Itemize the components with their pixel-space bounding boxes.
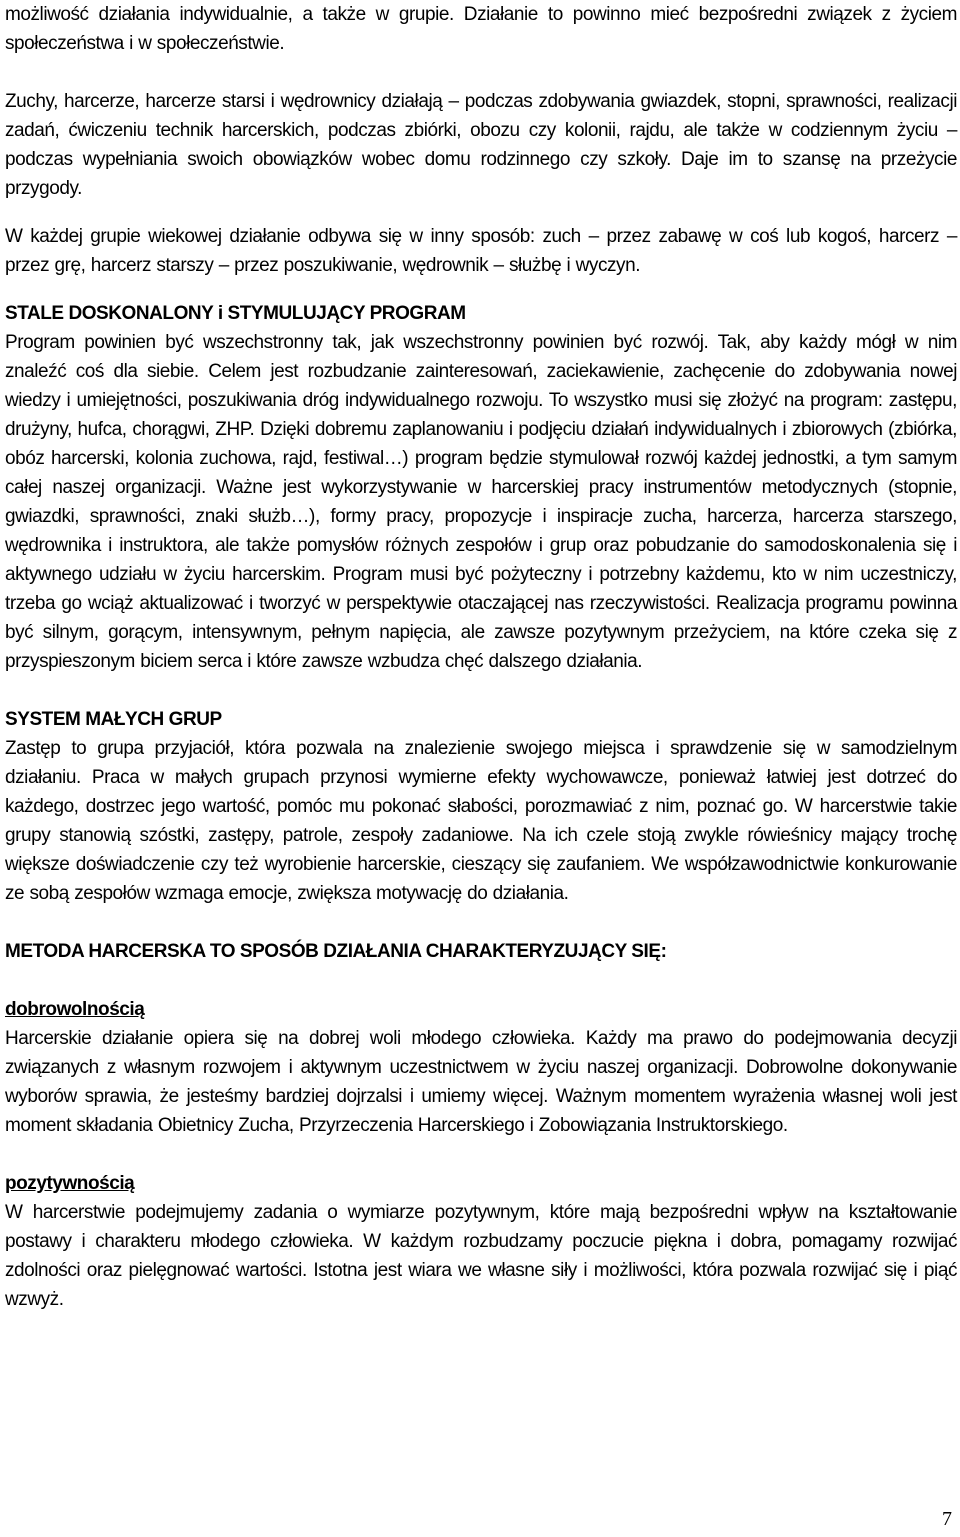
heading-program: STALE DOSKONALONY i STYMULUJĄCY PROGRAM	[5, 303, 466, 324]
heading-small-groups: SYSTEM MAŁYCH GRUP	[5, 709, 222, 730]
paragraph-positivity: W harcerstwie podejmujemy zadania o wymiarze pozytywnym, które mają bezpośredni wpływ na kształtowanie postawy i charakteru młodego człowieka. W każdym rozbudzamy poczucie piękna i dobra, pomagamy rozwijać zdolności oraz pielęgnować wartości. Istotna jest wiara we własne siły i możliwości, która pozwala rozwijać się i piąć wzwyż.	[5, 1202, 957, 1310]
heading-scout-method: METODA HARCERSKA TO SPOSÓB DZIAŁANIA CHARAKTERYZUJĄCY SIĘ:	[5, 941, 667, 962]
paragraph-zuchy: Zuchy, harcerze, harcerze starsi i wędrownicy działają – podczas zdobywania gwiazdek, stopni, sprawności, realizacji zadań, ćwiczeniu technik harcerskich, podczas zbiórki, obozu czy kolonii, rajdu, ale także w codziennym życiu – podczas wypełniania swoich obowiązków wobec domu rodzinnego czy szkoły. Daje im to szansę na przeżycie przygody.	[5, 91, 957, 199]
heading-positivity: pozytywnością	[5, 1173, 135, 1194]
document-page	[5, 0, 957, 1314]
intro-fragment: możliwość działania indywidualnie, a także w grupie. Działanie to powinno mieć bezpośredni związek z życiem społeczeństwa i w społeczeństwie.	[5, 4, 957, 54]
heading-voluntariness: dobrowolnością	[5, 999, 145, 1020]
paragraph-age-groups: W każdej grupie wiekowej działanie odbywa się w inny sposób: zuch – przez zabawę w coś lub kogoś, harcerz – przez grę, harcerz starszy – przez poszukiwanie, wędrownik – służbę i wyczyn.	[5, 226, 957, 276]
page-number: 7	[942, 1508, 952, 1530]
paragraph-voluntariness: Harcerskie działanie opiera się na dobrej woli młodego człowieka. Każdy ma prawo do podejmowania decyzji związanych z własnym rozwojem i aktywnym uczestnictwem w życiu naszej organizacji. Dobrowolne dokonywanie wyborów sprawia, że jesteśmy bardziej dojrzalsi i umiemy więcej. Ważnym momentem wyrażenia własnej woli jest moment składania Obietnicy Zucha, Przyrzeczenia Harcerskiego i Zobowiązania Instruktorskiego.	[5, 1028, 957, 1136]
paragraph-program: Program powinien być wszechstronny tak, jak wszechstronny powinien być rozwój. Tak, aby każdy mógł w nim znaleźć coś dla siebie. Celem jest rozbudzanie zainteresowań, zaciekawienie, zachęcenie do zdobywania nowej wiedzy i umiejętności, poszukiwania dróg indywidualnego rozwoju. To wszystko musi się złożyć na program: zastępu, drużyny, hufca, chorągwi, ZHP. Dzięki dobremu zaplanowaniu i podjęciu działań indywidualnych i zbiorowych (zbiórka, obóz harcerski, kolonia zuchowa, rajd, festiwal…) program będzie stymulował rozwój każdej jednostki, a tym samym całej naszej organizacji. Ważne jest wykorzystywanie w harcerskiej pracy instrumentów metodycznych (stopnie, gwiazdki, sprawności, znaki służb…), formy pracy, propozycje i inspiracje zucha, harcerza, harcerza starszego, wędrownika i instruktora, ale także pomysłów różnych zespołów i grup oraz pobudzanie do samodoskonalenia się i aktywnego udziału w życiu harcerskim. Program musi być pożyteczny i potrzebny każdemu, kto w nim uczestniczy, trzeba go wciąż aktualizować i tworzyć w perspektywie otaczającej nas rzeczywistości. Realizacja programu powinna być silnym, gorącym, intensywnym, pełnym napięcia, ale zawsze pozytywnym przeżyciem, na które czeka się z przyspieszonym biciem serca i które zawsze wzbudza chęć dalszego działania.	[5, 332, 957, 672]
paragraph-small-groups: Zastęp to grupa przyjaciół, która pozwala na znalezienie swojego miejsca i sprawdzenie się w samodzielnym działaniu. Praca w małych grupach przynosi wymierne efekty wychowawcze, ponieważ łatwiej jest dotrzeć do każdego, dostrzec jego wartość, pomóc mu pokonać słabości, porozmawiać z nim, poznać go. W harcerstwie takie grupy stanowią szóstki, zastępy, patrole, zespoły zadaniowe. Na ich czele stoją zwykle rówieśnicy mający trochę większe doświadczenie czy też wyrobienie harcerskie, cieszący się zaufaniem. We współzawodnictwie konkurowanie ze sobą zespołów wzmaga emocje, zwiększa motywację do działania.	[5, 738, 957, 904]
